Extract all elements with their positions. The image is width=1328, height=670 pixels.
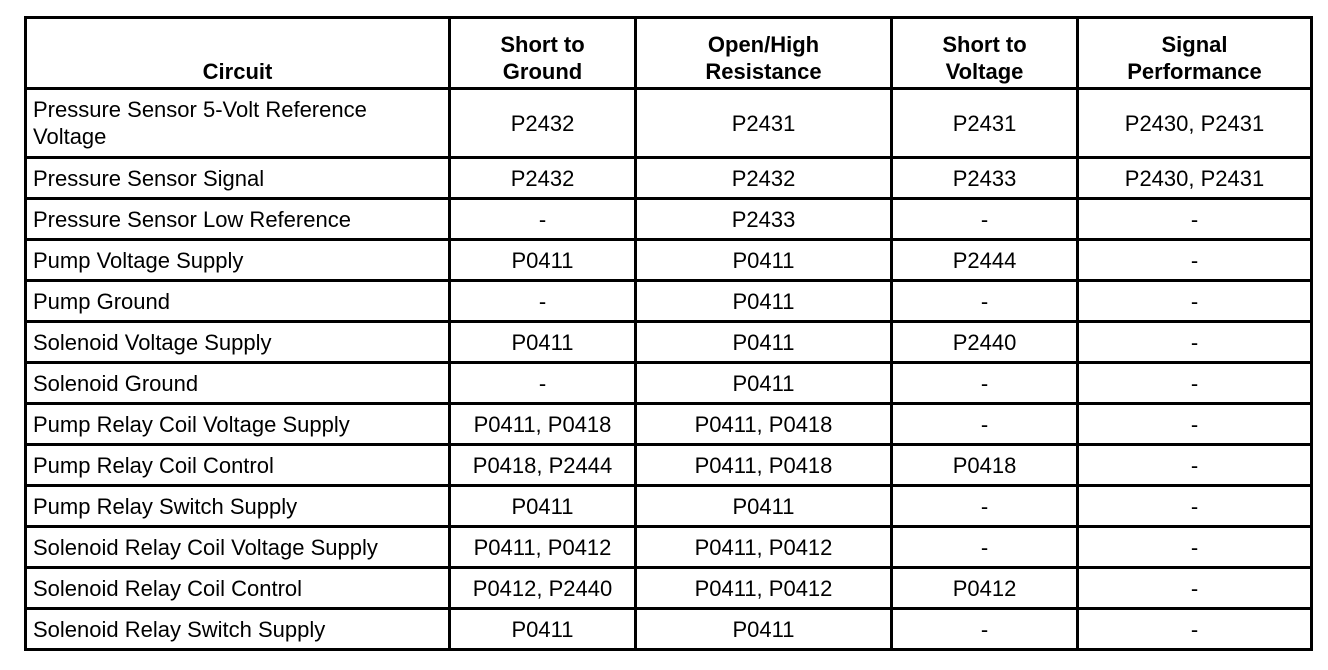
cell-signal-performance: -: [1078, 240, 1312, 281]
cell-circuit: Pressure Sensor Signal: [26, 158, 450, 199]
cell-signal-performance: -: [1078, 404, 1312, 445]
header-signal-performance: [1078, 18, 1312, 89]
cell-circuit: Pressure Sensor 5-Volt Reference Voltage: [26, 89, 450, 158]
cell-open-high-resistance: P2432: [636, 158, 892, 199]
cell-short-to-voltage: -: [892, 199, 1078, 240]
cell-short-to-ground: P0411: [450, 240, 636, 281]
table-row: [26, 158, 1312, 199]
table-row: [26, 568, 1312, 609]
header-short-to-voltage-line-1: Short to: [942, 32, 1027, 57]
cell-circuit: Pump Relay Coil Voltage Supply: [26, 404, 450, 445]
cell-signal-performance: -: [1078, 363, 1312, 404]
cell-open-high-resistance: P2433: [636, 199, 892, 240]
cell-open-high-resistance: P0411, P0412: [636, 568, 892, 609]
cell-open-high-resistance: P0411: [636, 281, 892, 322]
table-row: [26, 89, 1312, 158]
cell-signal-performance: -: [1078, 322, 1312, 363]
header-short-to-ground: [450, 18, 636, 89]
header-circuit-label: Circuit: [202, 59, 273, 84]
table-row: [26, 445, 1312, 486]
cell-short-to-ground: -: [450, 363, 636, 404]
cell-signal-performance: P2430, P2431: [1078, 89, 1312, 158]
cell-circuit: Pressure Sensor Low Reference: [26, 199, 450, 240]
cell-short-to-voltage: P2440: [892, 322, 1078, 363]
cell-short-to-voltage: -: [892, 404, 1078, 445]
cell-open-high-resistance: P0411, P0418: [636, 445, 892, 486]
cell-short-to-ground: P0411: [450, 322, 636, 363]
header-open-high-resistance: [636, 18, 892, 89]
cell-signal-performance: -: [1078, 527, 1312, 568]
cell-open-high-resistance: P0411: [636, 486, 892, 527]
cell-open-high-resistance: P2431: [636, 89, 892, 158]
cell-short-to-voltage: -: [892, 363, 1078, 404]
cell-short-to-voltage: P0412: [892, 568, 1078, 609]
cell-signal-performance: -: [1078, 486, 1312, 527]
cell-signal-performance: -: [1078, 568, 1312, 609]
header-short-to-ground-line-1: Short to: [500, 32, 585, 57]
cell-short-to-ground: P0418, P2444: [450, 445, 636, 486]
cell-circuit: Pump Relay Switch Supply: [26, 486, 450, 527]
cell-short-to-voltage: -: [892, 527, 1078, 568]
table-row: [26, 363, 1312, 404]
cell-short-to-voltage: P0418: [892, 445, 1078, 486]
cell-short-to-ground: P0411: [450, 486, 636, 527]
cell-short-to-voltage: -: [892, 486, 1078, 527]
dtc-circuit-table: [24, 16, 1313, 651]
header-short-to-voltage: [892, 18, 1078, 89]
cell-short-to-voltage: -: [892, 609, 1078, 650]
cell-circuit: Solenoid Relay Coil Control: [26, 568, 450, 609]
cell-short-to-ground: P0411, P0418: [450, 404, 636, 445]
table-row: [26, 527, 1312, 568]
cell-short-to-voltage: P2444: [892, 240, 1078, 281]
cell-short-to-ground: P0411, P0412: [450, 527, 636, 568]
table-row: [26, 486, 1312, 527]
table-row: [26, 281, 1312, 322]
cell-circuit: Solenoid Ground: [26, 363, 450, 404]
table-row: [26, 404, 1312, 445]
cell-circuit: Pump Relay Coil Control: [26, 445, 450, 486]
cell-short-to-ground: P0412, P2440: [450, 568, 636, 609]
cell-short-to-ground: P0411: [450, 609, 636, 650]
table-row: [26, 322, 1312, 363]
cell-short-to-voltage: -: [892, 281, 1078, 322]
cell-short-to-voltage: P2433: [892, 158, 1078, 199]
cell-circuit: Pump Ground: [26, 281, 450, 322]
header-circuit: [26, 18, 450, 89]
cell-short-to-ground: P2432: [450, 158, 636, 199]
header-row: [26, 18, 1312, 89]
table-row: [26, 199, 1312, 240]
header-signal-performance-line-1: Signal: [1161, 32, 1228, 57]
cell-open-high-resistance: P0411: [636, 363, 892, 404]
table-row: [26, 240, 1312, 281]
cell-open-high-resistance: P0411: [636, 322, 892, 363]
cell-open-high-resistance: P0411: [636, 609, 892, 650]
header-short-to-ground-line-2: Ground: [502, 59, 583, 84]
cell-short-to-ground: -: [450, 281, 636, 322]
cell-open-high-resistance: P0411, P0412: [636, 527, 892, 568]
header-short-to-voltage-line-2: Voltage: [945, 59, 1024, 84]
cell-short-to-voltage: P2431: [892, 89, 1078, 158]
cell-open-high-resistance: P0411: [636, 240, 892, 281]
cell-circuit: Solenoid Relay Switch Supply: [26, 609, 450, 650]
table-row: [26, 609, 1312, 650]
cell-circuit: Solenoid Relay Coil Voltage Supply: [26, 527, 450, 568]
header-signal-performance-line-2: Performance: [1127, 59, 1262, 84]
cell-circuit: Pump Voltage Supply: [26, 240, 450, 281]
cell-signal-performance: -: [1078, 609, 1312, 650]
cell-signal-performance: P2430, P2431: [1078, 158, 1312, 199]
cell-short-to-ground: -: [450, 199, 636, 240]
cell-circuit: Solenoid Voltage Supply: [26, 322, 450, 363]
cell-open-high-resistance: P0411, P0418: [636, 404, 892, 445]
cell-signal-performance: -: [1078, 199, 1312, 240]
cell-signal-performance: -: [1078, 445, 1312, 486]
header-open-high-resistance-line-1: Open/High: [707, 32, 820, 57]
header-open-high-resistance-line-2: Resistance: [705, 59, 822, 84]
cell-signal-performance: -: [1078, 281, 1312, 322]
cell-short-to-ground: P2432: [450, 89, 636, 158]
